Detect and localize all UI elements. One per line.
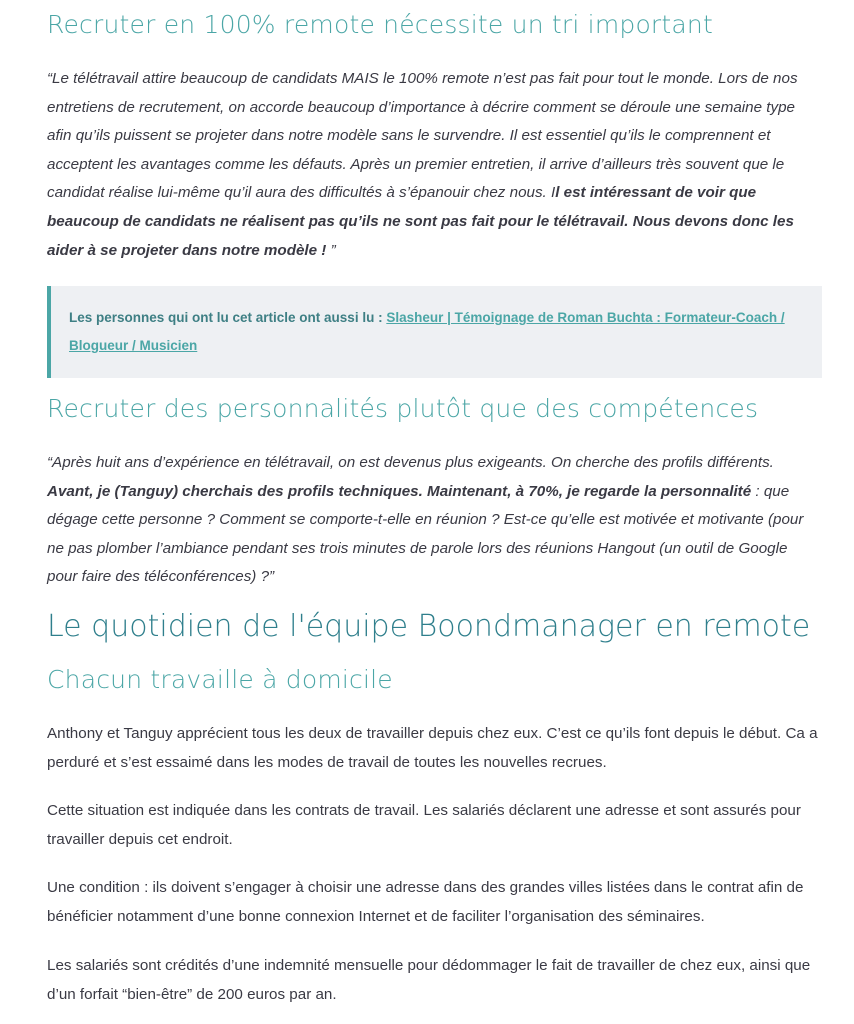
quote-personalities-part1: “Après huit ans d’expérience en télétravail, on est devenus plus exigeants. On cherche des profils différents. xyxy=(47,454,774,471)
related-article-label: Les personnes qui ont lu cet article ont aussi lu : xyxy=(69,310,387,325)
quote-telework-close: ” xyxy=(330,241,336,259)
heading-work-from-home: Chacun travaille à domicile xyxy=(47,665,393,694)
paragraph-condition: Une condition : ils doivent s’engager à choisir une adresse dans des grandes villes listées dans le contrat afin de bénéficier notamment d’une bonne connexion Internet et de faciliter l’organisation des séminaires. xyxy=(47,879,804,925)
paragraph-allowance: Les salariés sont crédités d’une indemnité mensuelle pour dédommager le fait de travailler de chez eux, ainsi que d’un forfait “bien-être” de 200 euros par an. xyxy=(47,957,811,1003)
paragraph-contracts: Cette situation est indiquée dans les contrats de travail. Les salariés déclarent une adresse et sont assurés pour travailler depuis cet endroit. xyxy=(47,802,801,848)
heading-daily-life: Le quotidien de l'équipe Boondmanager en remote xyxy=(47,609,811,644)
quote-telework xyxy=(47,65,822,265)
heading-personalities: Recruter des personnalités plutôt que des compétences xyxy=(47,394,759,423)
paragraph-home-work: Anthony et Tanguy apprécient tous les deux de travailler depuis chez eux. C’est ce qu’ils font depuis le début. Ca a perduré et s’est essaimé dans les modes de travail de toutes les nouvelles recrues. xyxy=(47,725,818,771)
quote-personalities-part2: : que dégage cette personne ? Comment se comporte-t-elle en réunion ? Est-ce qu’elle est motivée et motivante (pour ne pas plomber l’ambiance pendant ses trois minutes de parole lors des réunions Hangout (un outil de Google pour faire des téléconférences) ?” xyxy=(47,482,804,586)
heading-remote-recruiting: Recruter en 100% remote nécessite un tri important xyxy=(47,10,713,39)
quote-personalities-emphasis: Avant, je (Tanguy) cherchais des profils techniques. Maintenant, à 70%, je regarde la personnalité xyxy=(47,482,752,500)
quote-telework-emphasis: l est intéressant de voir que beaucoup de candidats ne réalisent pas qu’ils ne sont pas fait pour le télétravail. Nous devons donc les aider à se projeter dans notre modèle ! xyxy=(47,184,794,259)
quote-telework-part1: “Le télétravail attire beaucoup de candidats MAIS le 100% remote n’est pas fait pour tout le monde. Lors de nos entretiens de recrutement, on accorde beaucoup d’importance à décrire comment se déroule une semaine type afin qu’ils puissent se projeter dans notre modèle sans le survendre. Il est essentiel qu’ils le comprennent et acceptent les avantages comme les défauts. Après un premier entretien, il arrive d’ailleurs très souvent que le candidat réalise lui-même qu’il aura des difficultés à s’épanouir chez nous. I xyxy=(47,70,798,202)
related-article-box xyxy=(47,286,822,378)
related-article-link[interactable]: Slasheur | Témoignage de Roman Buchta : Formateur-Coach / Blogueur / Musicien xyxy=(69,310,785,353)
quote-personalities xyxy=(47,449,822,592)
